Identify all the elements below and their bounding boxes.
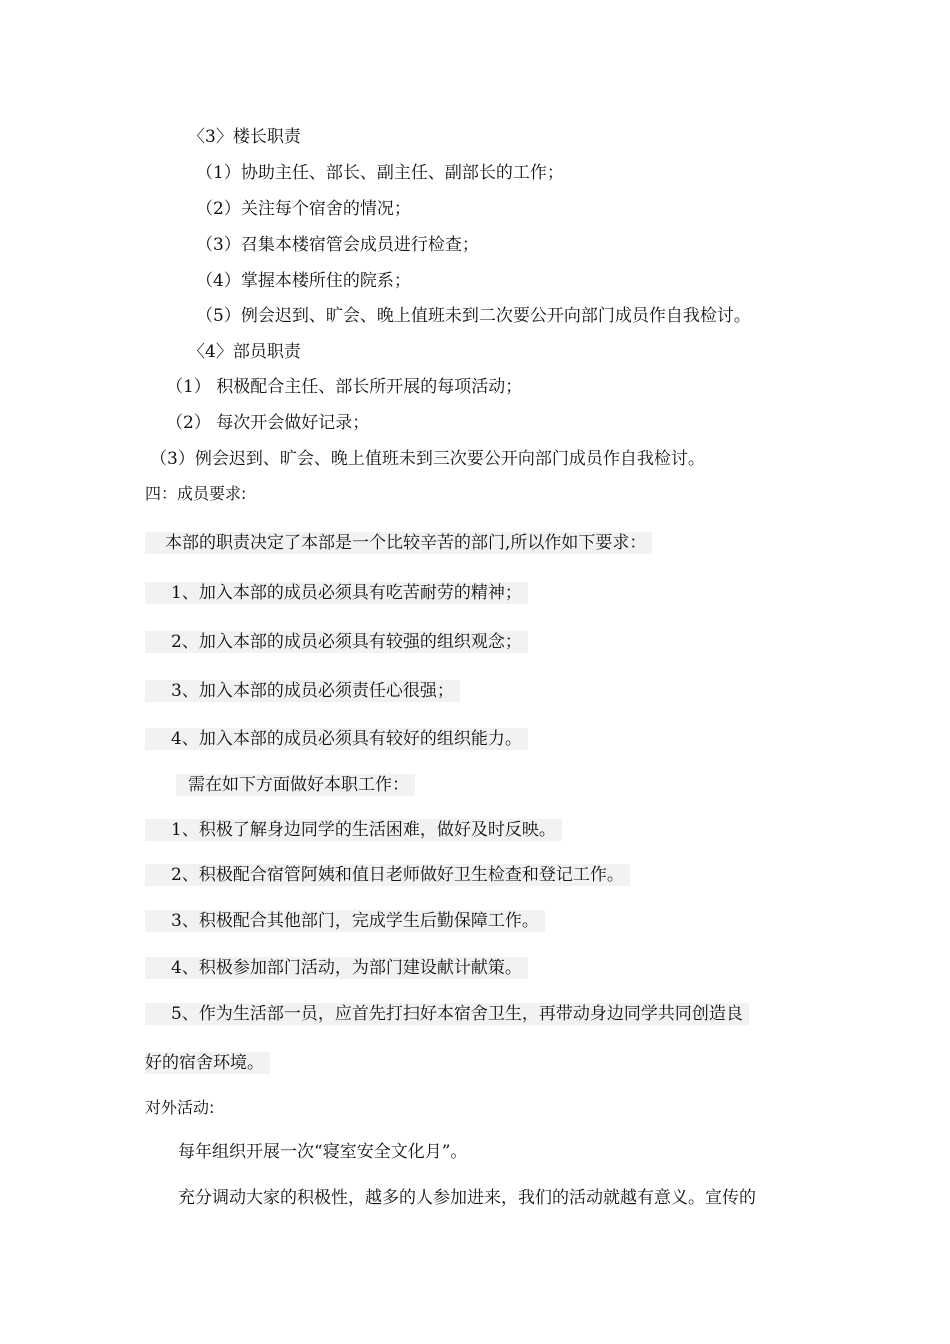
building-item-5: （5）例会迟到、旷会、晚上值班未到二次要公开向部门成员作自我检讨。 xyxy=(196,306,751,326)
member-item-3: （3）例会迟到、旷会、晚上值班未到三次要公开向部门成员作自我检讨。 xyxy=(150,449,705,469)
work-item-5: 5、作为生活部一员，应首先打扫好本宿舍卫生，再带动身边同学共同创造良 xyxy=(145,1003,749,1025)
member-item-1: （1） 积极配合主任、部长所开展的每项活动； xyxy=(166,377,523,397)
requirements-intro: 本部的职责决定了本部是一个比较辛苦的部门,所以作如下要求： xyxy=(145,532,652,554)
requirement-item-1: 1、加入本部的成员必须具有吃苦耐劳的精神； xyxy=(145,582,528,604)
work-item-2: 2、积极配合宿管阿姨和值日老师做好卫生检查和登记工作。 xyxy=(145,864,630,886)
building-item-4: （4）掌握本楼所住的院系； xyxy=(196,271,411,291)
work-item-5-continued: 好的宿舍环境。 xyxy=(145,1052,270,1074)
requirements-heading: 四：成员要求: xyxy=(145,484,247,503)
building-item-2: （2）关注每个宿舍的情况； xyxy=(196,199,411,219)
building-item-1: （1）协助主任、部长、副主任、副部长的工作； xyxy=(196,163,564,183)
building-item-3: （3）召集本楼宿管会成员进行检查； xyxy=(196,235,479,255)
work-item-4: 4、积极参加部门活动，为部门建设献计献策。 xyxy=(145,957,528,979)
building-leader-heading: 〈3〉楼长职责 xyxy=(188,127,301,147)
work-item-1: 1、积极了解身边同学的生活困难，做好及时反映。 xyxy=(145,819,562,841)
external-paragraph-1: 每年组织开展一次“寝室安全文化月”。 xyxy=(178,1142,468,1162)
requirement-item-4: 4、加入本部的成员必须具有较好的组织能力。 xyxy=(145,728,528,750)
member-heading: 〈4〉部员职责 xyxy=(188,342,301,362)
requirement-item-3: 3、加入本部的成员必须责任心很强； xyxy=(145,680,460,702)
requirement-item-2: 2、加入本部的成员必须具有较强的组织观念； xyxy=(145,631,528,653)
external-paragraph-2: 充分调动大家的积极性，越多的人参加进来，我们的活动就越有意义。宣传的 xyxy=(178,1188,756,1208)
work-item-3: 3、积极配合其他部门，完成学生后勤保障工作。 xyxy=(145,910,545,932)
member-item-2: （2） 每次开会做好记录； xyxy=(166,413,370,433)
external-activities-heading: 对外活动: xyxy=(145,1098,215,1117)
work-intro: 需在如下方面做好本职工作： xyxy=(176,774,415,796)
